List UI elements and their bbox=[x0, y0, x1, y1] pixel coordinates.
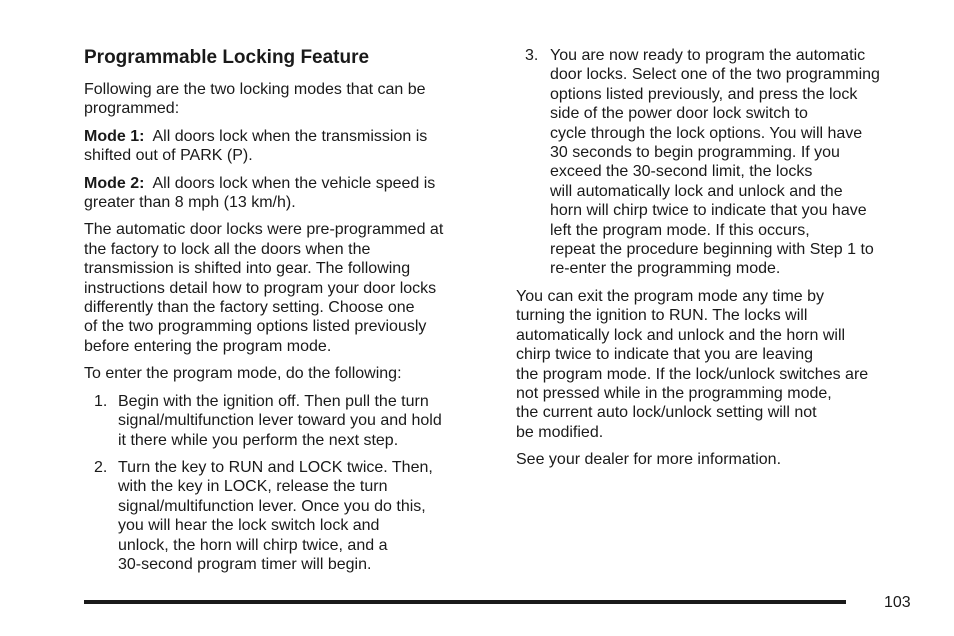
mode-2-label: Mode 2: bbox=[84, 174, 145, 192]
text-line: you will hear the lock switch lock and bbox=[118, 517, 380, 535]
text-line: re-enter the programming mode. bbox=[550, 260, 781, 278]
footer-rule bbox=[84, 600, 846, 604]
text-line: door locks. Select one of the two programming bbox=[550, 66, 880, 84]
step-number: 1. bbox=[94, 392, 108, 410]
text-line: shifted out of PARK (P). bbox=[84, 147, 253, 165]
text-line: See your dealer for more information. bbox=[516, 451, 782, 469]
text-line: transmission is shifted into gear. The following bbox=[84, 260, 411, 278]
factory-paragraph bbox=[84, 220, 494, 356]
text-line: You can exit the program mode any time by bbox=[516, 287, 825, 305]
text-line: cycle through the lock options. You will have bbox=[550, 124, 863, 142]
text-line: not pressed while in the programming mode, bbox=[516, 384, 832, 402]
text-line: signal/multifunction lever toward you and hold bbox=[118, 412, 442, 430]
text-line: turning the ignition to RUN. The locks will bbox=[516, 307, 808, 325]
text-line: signal/multifunction lever. Once you do this, bbox=[118, 497, 426, 515]
text-line: with the key in LOCK, release the turn bbox=[118, 478, 388, 496]
text-line: The automatic door locks were pre-programmed at bbox=[84, 221, 444, 239]
text-line: side of the power door lock switch to bbox=[550, 105, 808, 123]
text-line: it there while you perform the next step. bbox=[118, 431, 399, 449]
text-line: the factory to lock all the doors when the bbox=[84, 240, 371, 258]
page-number: 103 bbox=[884, 594, 911, 611]
text-line: left the program mode. If this occurs, bbox=[550, 221, 810, 239]
text-line: 30 seconds to begin programming. If you bbox=[550, 144, 840, 162]
step-3 bbox=[516, 46, 926, 279]
text-line bbox=[84, 127, 494, 146]
step-2 bbox=[84, 458, 494, 574]
text-line: Turn the key to RUN and LOCK twice. Then, bbox=[118, 458, 433, 476]
intro-paragraph bbox=[84, 80, 494, 119]
mode-1-label: Mode 1: bbox=[84, 127, 145, 145]
left-column bbox=[84, 46, 494, 582]
mode-1-paragraph bbox=[84, 127, 494, 166]
text-line: automatically lock and unlock and the horn will bbox=[516, 326, 846, 344]
text-line: horn will chirp twice to indicate that you have bbox=[550, 202, 867, 220]
text-line: the current auto lock/unlock setting will not bbox=[516, 404, 817, 422]
text-line: programmed: bbox=[84, 100, 180, 118]
right-column bbox=[516, 46, 926, 478]
text-line: differently than the factory setting. Choose one bbox=[84, 299, 415, 317]
text-line: chirp twice to indicate that you are leaving bbox=[516, 346, 814, 364]
text-line: To enter the program mode, do the following: bbox=[84, 365, 402, 383]
text-line: before entering the program mode. bbox=[84, 337, 332, 355]
step-1 bbox=[84, 392, 494, 450]
mode-2-paragraph bbox=[84, 174, 494, 213]
text-line: will automatically lock and unlock and the bbox=[550, 182, 843, 200]
mode-1-text: All doors lock when the transmission is bbox=[152, 127, 428, 145]
text-line: exceed the 30-second limit, the locks bbox=[550, 163, 813, 181]
text-line: 30-second program timer will begin. bbox=[118, 555, 372, 573]
text-line: repeat the procedure beginning with Step 1 to bbox=[550, 241, 874, 259]
text-line: be modified. bbox=[516, 423, 604, 441]
section-heading: Programmable Locking Feature bbox=[84, 47, 370, 68]
text-line: unlock, the horn will chirp twice, and a bbox=[118, 536, 388, 554]
step-number: 2. bbox=[94, 458, 108, 476]
text-line: You are now ready to program the automatic bbox=[550, 47, 866, 64]
text-line bbox=[84, 174, 494, 193]
dealer-paragraph bbox=[516, 450, 926, 469]
mode-2-text: All doors lock when the vehicle speed is bbox=[152, 174, 436, 192]
exit-paragraph bbox=[516, 287, 926, 442]
text-line: Begin with the ignition off. Then pull the turn bbox=[118, 392, 429, 410]
text-line: instructions detail how to program your door locks bbox=[84, 279, 437, 297]
text-line: Following are the two locking modes that can be bbox=[84, 81, 426, 98]
enter-paragraph bbox=[84, 364, 494, 383]
text-line: the program mode. If the lock/unlock switches are bbox=[516, 365, 869, 383]
text-line: options listed previously, and press the lock bbox=[550, 85, 858, 103]
text-line: of the two programming options listed previously bbox=[84, 318, 427, 336]
step-number: 3. bbox=[525, 47, 539, 64]
text-line: greater than 8 mph (13 km/h). bbox=[84, 194, 296, 212]
